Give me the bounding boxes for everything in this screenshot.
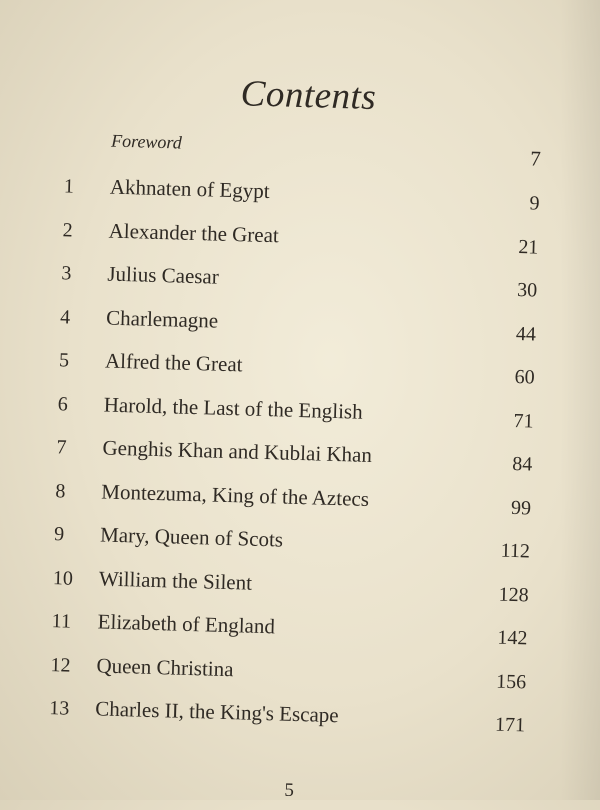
chapter-page-number: 128 bbox=[498, 583, 529, 606]
chapter-number: 11 bbox=[51, 610, 72, 633]
chapter-number: 6 bbox=[57, 392, 69, 416]
page-title: Contents bbox=[240, 73, 377, 119]
chapter-title: William the Silent bbox=[98, 565, 253, 595]
chapter-page-number: 60 bbox=[514, 365, 536, 389]
chapter-title: Queen Christina bbox=[96, 652, 234, 681]
chapter-number: 10 bbox=[52, 566, 74, 590]
chapter-page-number: 156 bbox=[495, 670, 527, 693]
chapter-page-number: 171 bbox=[494, 713, 526, 737]
page-folio-number: 5 bbox=[284, 779, 295, 801]
chapter-page-number: 44 bbox=[515, 322, 537, 346]
chapter-title: Elizabeth of England bbox=[97, 609, 276, 639]
chapter-page-number: 71 bbox=[513, 409, 534, 433]
chapter-number: 12 bbox=[50, 653, 71, 677]
chapter-page-number: 30 bbox=[516, 279, 538, 302]
chapter-title: Alfred the Great bbox=[104, 348, 243, 377]
chapter-number: 5 bbox=[58, 349, 70, 372]
contents-list bbox=[48, 173, 540, 752]
chapter-number: 8 bbox=[55, 479, 66, 502]
chapter-title: Charles II, the King's Escape bbox=[94, 696, 340, 728]
chapter-title: Montezuma, King of the Aztecs bbox=[101, 478, 370, 511]
foreword-entry bbox=[111, 131, 542, 173]
chapter-page-number: 99 bbox=[510, 496, 532, 519]
foreword-page-number: 7 bbox=[530, 146, 542, 171]
chapter-page-number: 84 bbox=[511, 452, 533, 476]
chapter-title: Julius Caesar bbox=[107, 261, 220, 289]
chapter-page-number: 142 bbox=[497, 626, 528, 650]
chapter-title: Charlemagne bbox=[105, 305, 219, 333]
chapter-number: 1 bbox=[63, 175, 75, 198]
chapter-title: Mary, Queen of Scots bbox=[99, 522, 284, 552]
chapter-title: Harold, the Last of the English bbox=[103, 392, 363, 424]
chapter-title: Alexander the Great bbox=[108, 218, 280, 247]
chapter-page-number: 112 bbox=[500, 539, 531, 563]
chapter-page-number: 9 bbox=[529, 192, 540, 215]
chapter-number: 9 bbox=[53, 523, 65, 546]
chapter-number: 7 bbox=[56, 436, 67, 459]
chapter-number: 3 bbox=[61, 262, 72, 285]
foreword-label: Foreword bbox=[110, 130, 183, 153]
chapter-title: Akhnaten of Egypt bbox=[109, 174, 270, 204]
chapter-number: 13 bbox=[48, 697, 70, 720]
chapter-page-number: 21 bbox=[518, 235, 539, 259]
chapter-title: Genghis Khan and Kublai Khan bbox=[102, 435, 373, 468]
chapter-number: 2 bbox=[62, 218, 73, 242]
chapter-number: 4 bbox=[59, 305, 71, 329]
